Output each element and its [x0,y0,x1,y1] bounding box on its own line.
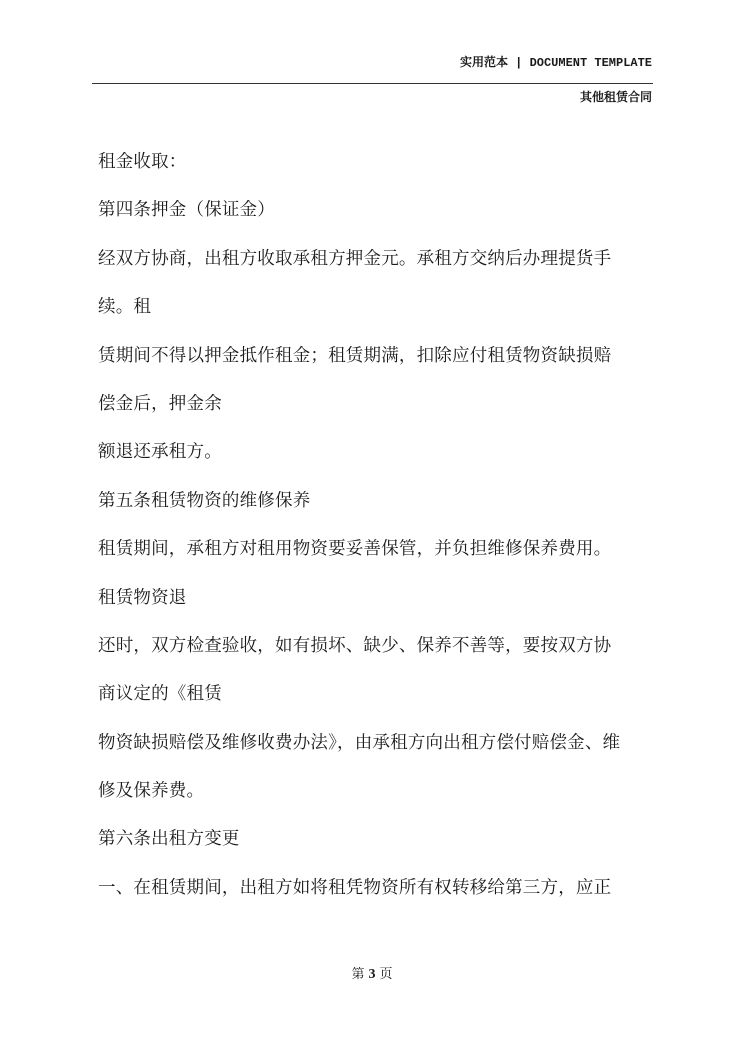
body-line: 额退还承租方。 [98,442,222,463]
body-line: 第四条押金（保证金） [98,200,275,221]
document-body [98,138,658,912]
body-line: 物资缺损赔偿及维修收费办法》，由承租方向出租方偿付赔偿金、维 [98,732,621,753]
body-line: 租赁期间，承租方对租用物资要妥善保管，并负担维修保养费用。 [98,539,612,560]
body-line: 商议定的《租赁 [98,684,222,705]
header-title: 实用范本 | DOCUMENT TEMPLATE [459,56,652,70]
body-line: 修及保养费。 [98,781,205,802]
page-footer [0,963,744,983]
body-line: 经双方协商，出租方收取承租方押金元。承租方交纳后办理提货手 [98,248,612,269]
footer-suffix: 页 [379,967,393,982]
header-subtitle: 其他租赁合同 [579,90,652,104]
body-line: 租金收取： [98,152,187,172]
body-line: 第六条出租方变更 [98,829,240,850]
body-line: 偿金后，押金余 [98,393,222,414]
footer-prefix: 第 [351,967,365,982]
body-line: 赁期间不得以押金抵作租金；租赁期满，扣除应付租赁物资缺损赔 [98,345,612,366]
body-line: 第五条租赁物资的维修保养 [98,490,311,511]
body-line: 还时，双方检查验收，如有损坏、缺少、保养不善等，要按双方协 [98,635,612,656]
header-divider [92,83,653,84]
body-line: 租赁物资退 [98,587,187,608]
body-line: 续。租 [98,297,152,318]
page-number: 3 [368,967,376,982]
body-line: 一、在租赁期间，出租方如将租凭物资所有权转移给第三方，应正 [98,877,612,898]
